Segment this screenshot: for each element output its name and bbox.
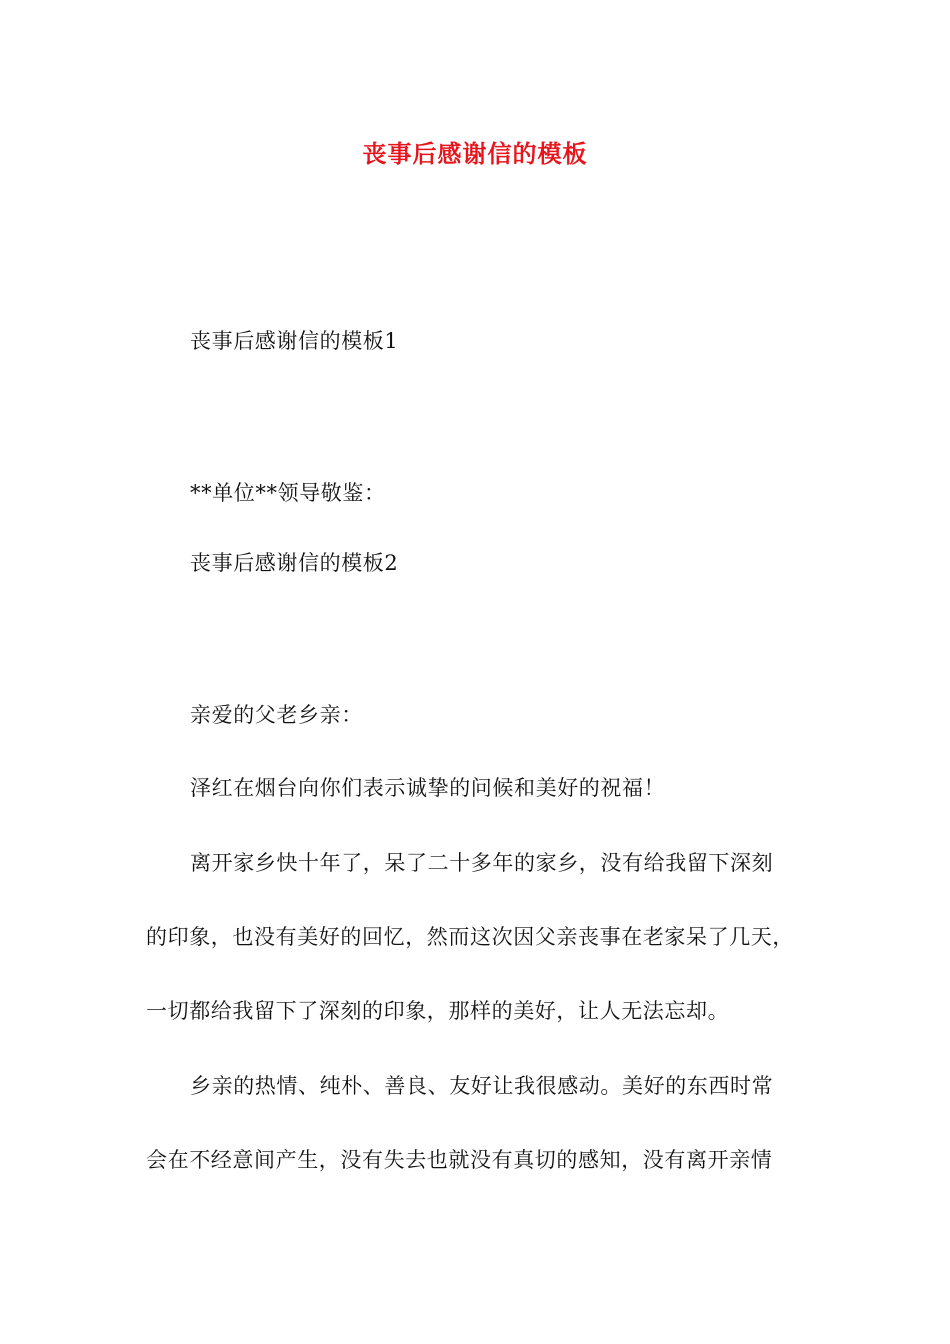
body-line: 泽红在烟台向你们表示诚挚的问候和美好的祝福！: [190, 776, 666, 800]
salutation-line: **单位**领导敬鉴：: [190, 481, 386, 505]
body-line: 会在不经意间产生，没有失去也就没有真切的感知，没有离开亲情: [146, 1148, 773, 1172]
document-title: 丧事后感谢信的模板: [362, 139, 588, 168]
body-line: 一切都给我留下了深刻的印象，那样的美好，让人无法忘却。: [146, 999, 730, 1023]
section-heading-1: 丧事后感谢信的模板1: [190, 329, 399, 353]
body-line: 的印象，也没有美好的回忆，然而这次因父亲丧事在老家呆了几天，: [146, 925, 794, 949]
section-heading-2: 丧事后感谢信的模板2: [190, 551, 399, 575]
greeting-line: 亲爱的父老乡亲：: [190, 703, 363, 727]
body-line: 离开家乡快十年了，呆了二十多年的家乡，没有给我留下深刻: [190, 851, 774, 875]
body-line: 乡亲的热情、纯朴、善良、友好让我很感动。美好的东西时常: [190, 1074, 774, 1098]
